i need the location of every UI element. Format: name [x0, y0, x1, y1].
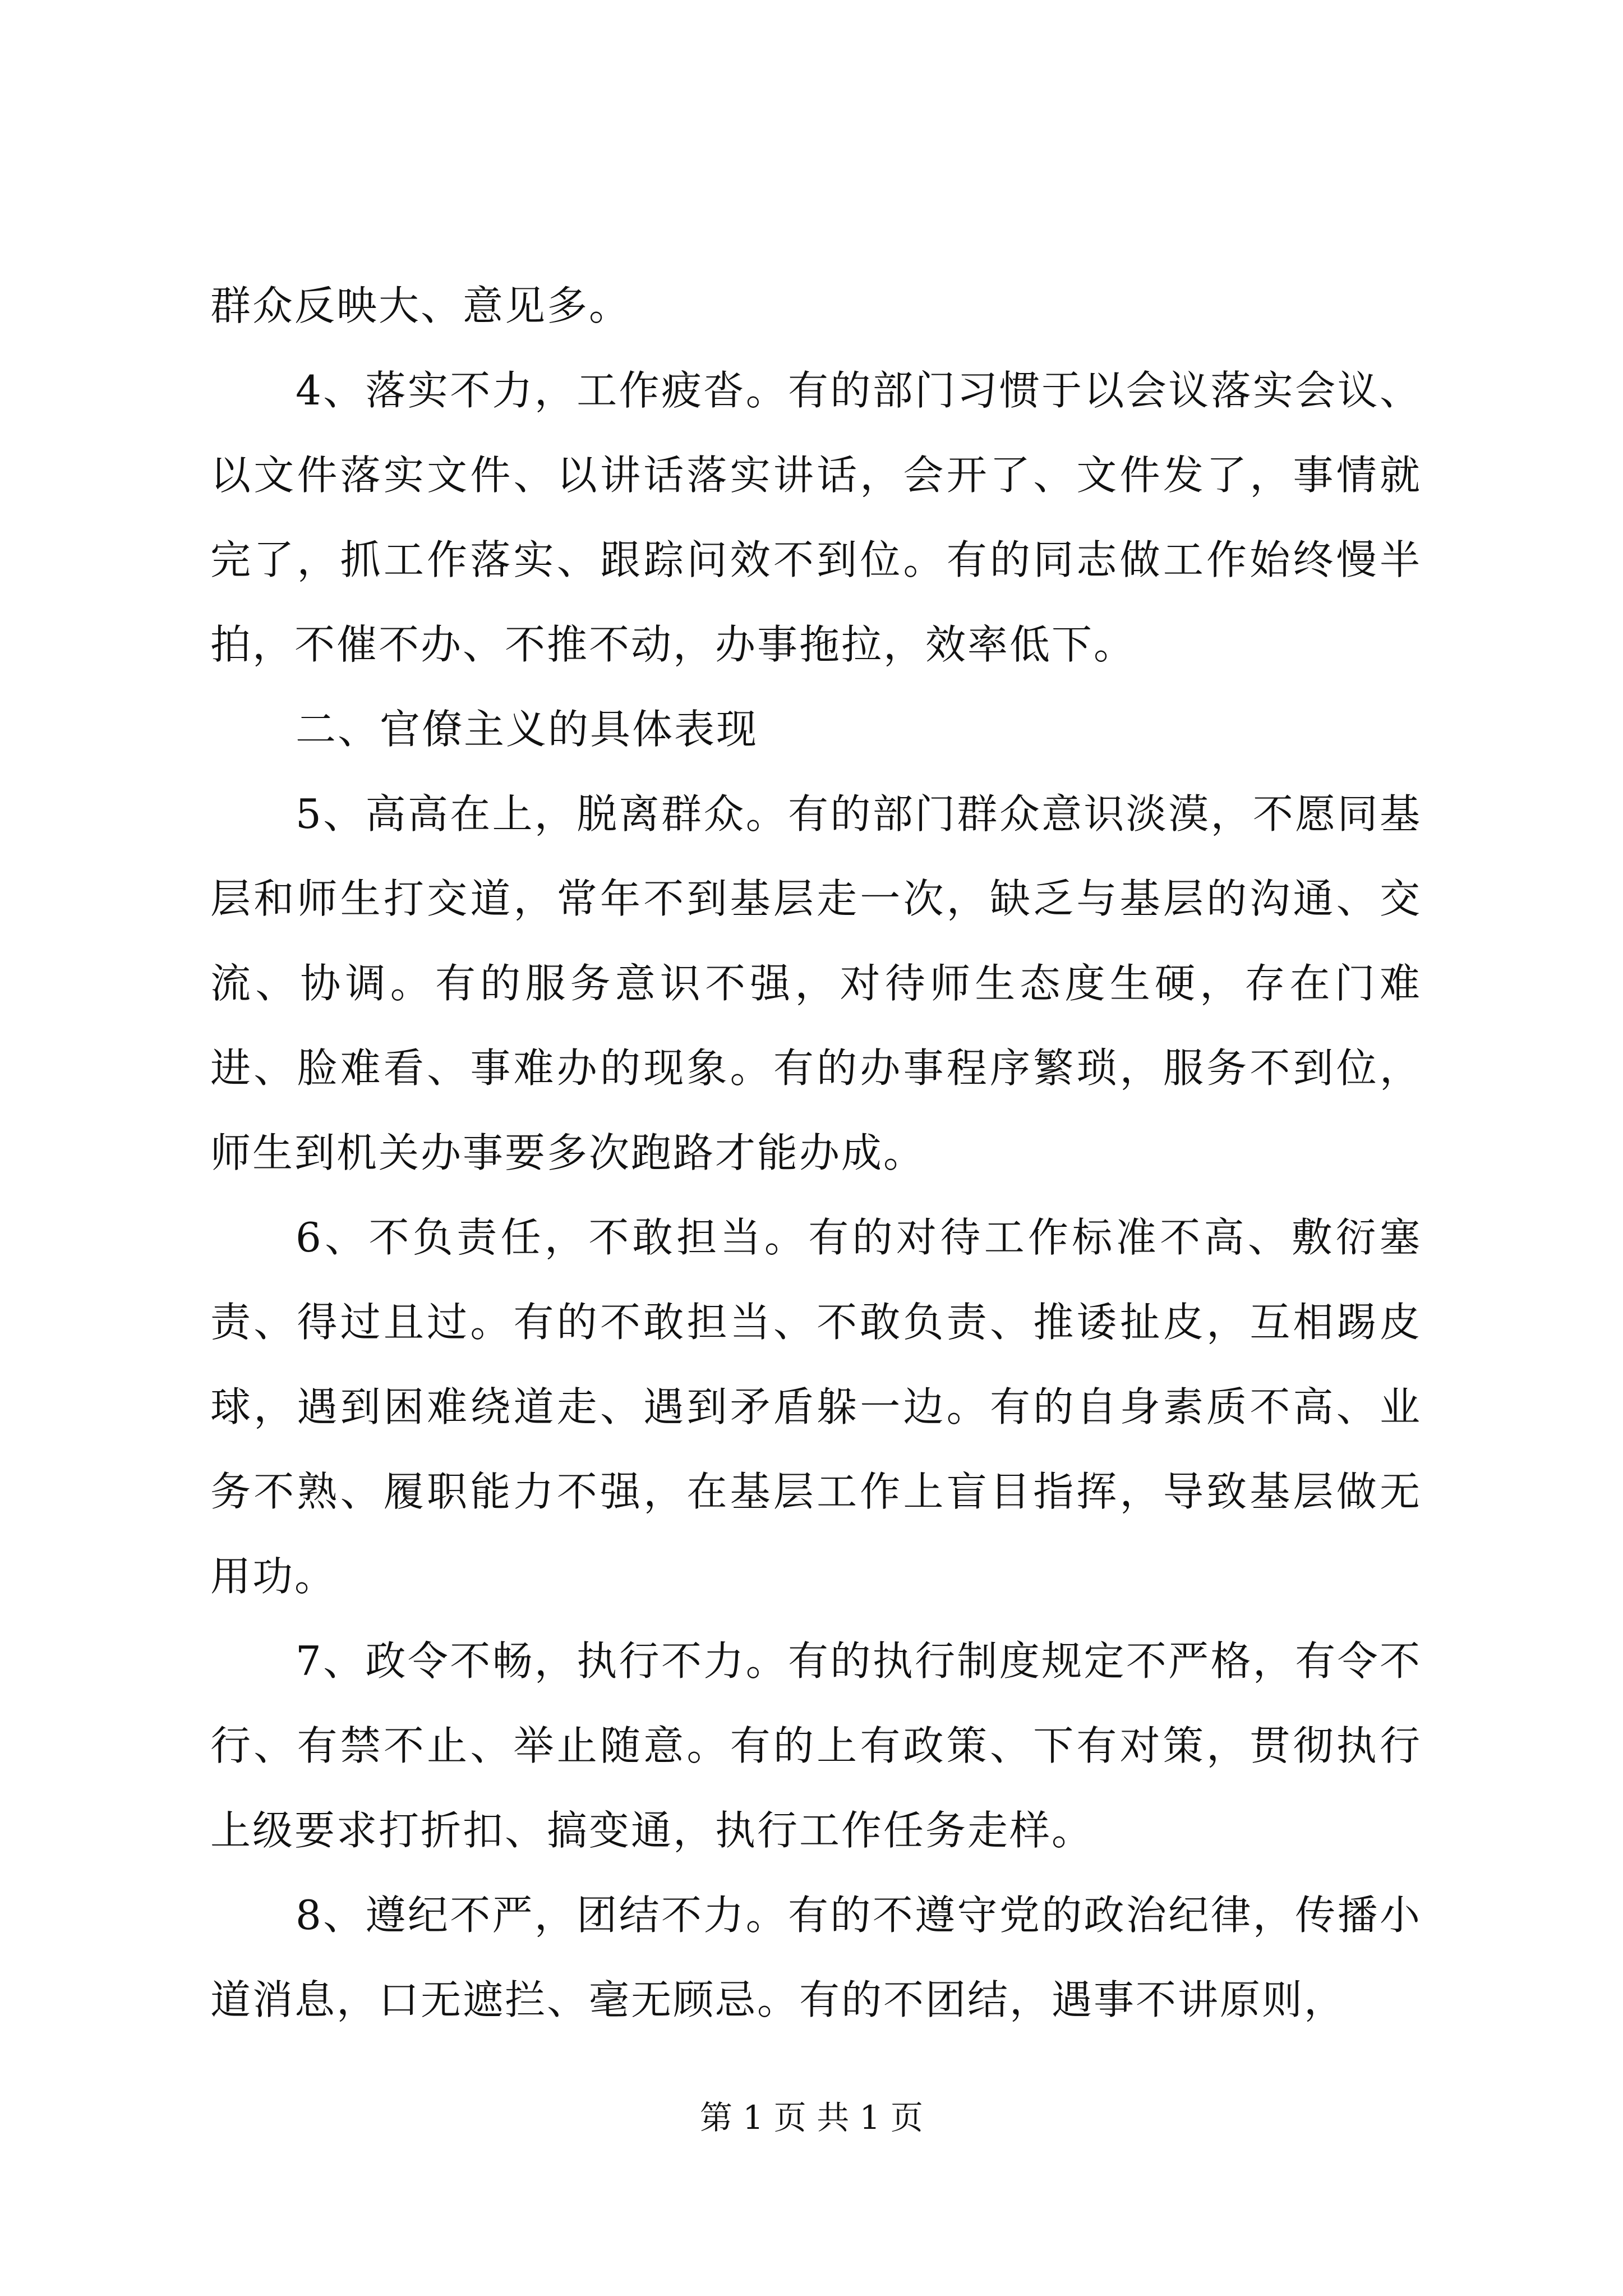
paragraph: 群众反映大、意见多。	[210, 282, 631, 329]
section-heading: 二、官僚主义的具体表现	[296, 706, 759, 753]
paragraph: 8、遵纪不严，团结不力。有的不遵守党的政治纪律，传播小道消息，口无遮拦、毫无顾忌。有的不团结，遇事不讲原则，	[210, 1892, 1422, 2023]
page-footer: 第 1 页 共 1 页	[700, 2099, 923, 2137]
paragraph: 7、政令不畅，执行不力。有的执行制度规定不严格，有令不行、有禁不止、举止随意。有的上有政策、下有对策，贯彻执行上级要求打折扣、搞变通，执行工作任务走样。	[210, 1637, 1422, 1854]
paragraph: 6、不负责任，不敢担当。有的对待工作标准不高、敷衍塞责、得过且过。有的不敢担当、不敢负责、推诿扯皮，互相踢皮球，遇到困难绕道走、遇到矛盾躲一边。有的自身素质不高、业务不熟、履职能力不强，在基层工作上盲目指挥，导致基层做无用功。	[210, 1214, 1422, 1600]
document-body	[210, 264, 1422, 2042]
paragraph: 5、高高在上，脱离群众。有的部门群众意识淡漠，不愿同基层和师生打交道，常年不到基层走一次，缺乏与基层的沟通、交流、协调。有的服务意识不强，对待师生态度生硬，存在门难进、脸难看、事难办的现象。有的办事程序繁琐，服务不到位，师生到机关办事要多次跑路才能办成。	[210, 790, 1422, 1176]
paragraph: 4、落实不力，工作疲沓。有的部门习惯于以会议落实会议、以文件落实文件、以讲话落实讲话，会开了、文件发了，事情就完了，抓工作落实、跟踪问效不到位。有的同志做工作始终慢半拍，不催不办、不推不动，办事拖拉，效率低下。	[210, 367, 1422, 668]
